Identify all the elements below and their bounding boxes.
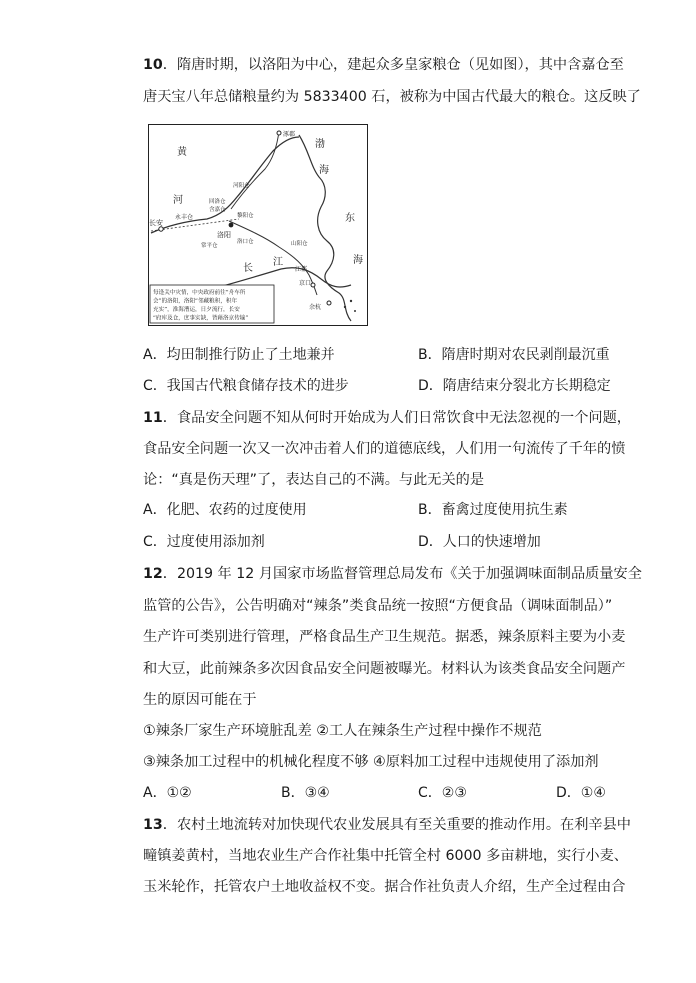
yangtze-river-path [219,268,351,287]
q12-statements-1: ①辣条厂家生产环境脏乱差 ②工人在辣条生产过程中操作不规范 [143,723,542,739]
map-label-dong: 东 [345,213,355,224]
map-place-luoyang: 洛阳 [217,231,231,239]
q13-line-1 [143,815,631,835]
q12-option-b[interactable]: B．③④ [281,785,330,801]
map-place-changpingcang: 常平仓 [201,243,218,249]
q10-line-1 [143,55,624,75]
map-label-hai1: 海 [319,165,329,176]
map-place-liyangcang: 黎阳仓 [237,213,254,219]
q10-option-d[interactable]: D．隋唐结束分裂北方长期稳定 [418,378,611,394]
map-place-hanjiacang: 含嘉仓 [209,207,226,213]
granary-map-svg [149,125,367,325]
q11-line-3: 论：“真是伤天理”了，表达自己的不满。与此无关的是 [143,472,485,488]
map-caption-line-4: “府库及仓，庶事实缺，皆藉洛京传输” [153,315,249,322]
map-label-huang: 黄 [177,147,187,158]
q12-line-3: 生产许可类别进行管理，严格食品生产卫生规范。据悉，辣条原料主要为小麦 [143,629,626,645]
map-caption-line-2: 会”的洛阳，洛阳“邻藏粮积，积年 [153,298,238,305]
q11-number: 11 [143,410,163,426]
granary-map [148,124,368,326]
map-place-yongfengcang: 永丰仓 [175,214,194,221]
q13-line-2: 疃镇姜黄村，当地农业生产合作社集中托管全村 6000 多亩耕地，实行小麦、 [143,848,628,864]
q12-option-a[interactable]: A．①② [143,785,192,801]
q10-text-1: ．隋唐时期，以洛阳为中心，建起众多皇家粮仓（见如图），其中含嘉仓至 [162,57,624,73]
q12-option-d[interactable]: D．①④ [556,785,606,801]
q12-line-2: 监管的公告》，公告明确对“辣条”类食品统一按照“方便食品（调味面制品）” [143,598,613,614]
q11-option-a[interactable]: A．化肥、农药的过度使用 [143,502,307,518]
q11-option-c[interactable]: C．过度使用添加剂 [143,534,265,550]
q10-option-c[interactable]: C．我国古代粮食储存技术的进步 [143,378,349,394]
q11-text-1: ．食品安全问题不知从何时开始成为人们日常饮食中无法忽视的一个问题， [162,410,631,426]
map-place-jiangdu: 江都 [295,266,308,273]
q13-number: 13 [143,817,163,833]
map-place-shanyangcang: 山阳仓 [291,241,308,247]
q10-number: 10 [143,57,163,73]
map-label-hai2: 海 [353,255,363,266]
map-place-yuhang: 余杭 [309,304,322,311]
q12-line-1 [143,564,642,584]
q13-text-1: ．农村土地流转对加快现代农业发展具有至关重要的推动作用。在利辛县中 [162,817,631,833]
map-label-bo: 渤 [315,139,325,150]
q11-option-b[interactable]: B．畜禽过度使用抗生素 [418,502,568,518]
q12-text-1: ．2019 年 12 月国家市场监督管理总局发布《关于加强调味面制品质量安全 [162,566,642,582]
map-place-zhuojun: 涿郡 [283,131,296,138]
q11-option-d[interactable]: D．人口的快速增加 [418,534,541,550]
map-label-jiang: 江 [273,257,283,268]
map-label-he: 河 [173,195,183,206]
map-caption-line-3: 充实”，淮海漕运，日夕流行，长安 [153,307,240,313]
map-place-heyangcang: 河阳仓 [233,183,250,189]
q10-line-2: 唐天宝八年总储粮量约为 5833400 石，被称为中国古代最大的粮仓。这反映了 [143,89,641,105]
coastline-path [299,135,351,321]
map-label-chang: 长 [243,263,253,274]
q12-number: 12 [143,566,163,582]
map-place-changan: 长安 [149,219,163,227]
q12-line-5: 生的原因可能在于 [143,692,257,708]
q10-option-a[interactable]: A．均田制推行防止了土地兼并 [143,347,335,363]
q13-line-3: 玉米轮作，托管农户土地收益权不变。据合作社负责人介绍，生产全过程由合 [143,879,626,895]
map-place-jingkou: 京口 [299,280,312,287]
yellow-river-path [151,137,299,233]
map-place-huiluocang: 回洛仓 [209,199,226,205]
q11-line-1 [143,408,631,428]
map-place-luokoucang: 洛口仓 [237,239,254,245]
q10-option-b[interactable]: B．隋唐时期对农民剥削最沉重 [418,347,610,363]
q12-line-4: 和大豆，此前辣条多次因食品安全问题被曝光。材料认为该类食品安全问题产 [143,661,626,677]
yongji-canal-path [231,131,279,209]
q12-option-c[interactable]: C．②③ [418,785,467,801]
q11-line-2: 食品安全问题一次又一次冲击着人们的道德底线，人们用一句流传了千年的愤 [143,441,626,457]
map-caption-line-1: 每逢关中灾情，中央政府前往“舟车所 [153,290,246,296]
q12-statements-2: ③辣条加工过程中的机械化程度不够 ④原料加工过程中违规使用了添加剂 [143,754,599,770]
